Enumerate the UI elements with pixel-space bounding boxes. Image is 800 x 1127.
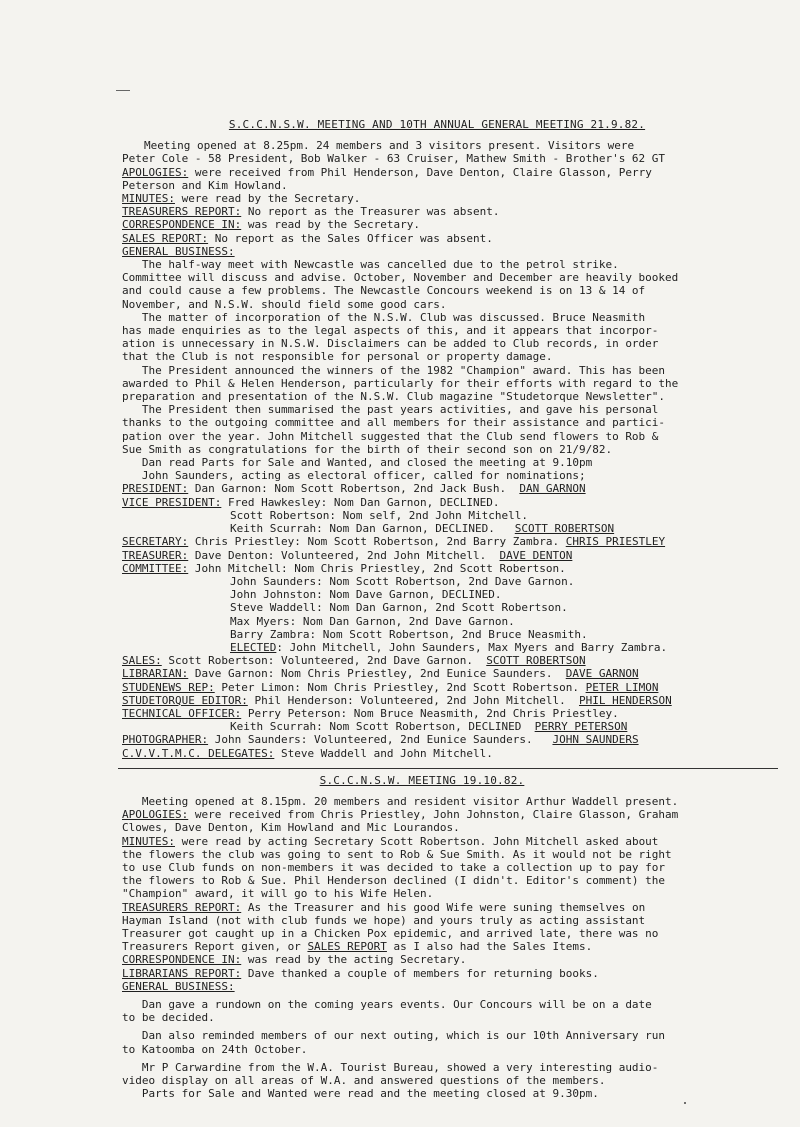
meeting1-heading: S.C.C.N.S.W. MEETING AND 10TH ANNUAL GENERAL MEETING 21.9.82. <box>228 118 646 131</box>
m1-business-line: November, and N.S.W. should field some good cars. <box>122 297 447 311</box>
m1-business-line: pation over the year. John Mitchell suggested that the Club send flowers to Rob & <box>122 429 659 443</box>
m1-business-line: Committee will discuss and advise. October, November and December are heavily booked <box>122 271 679 285</box>
m1-opening-line1: Meeting opened at 8.25pm. 24 members and 3 visitors present. Visitors were <box>144 139 635 153</box>
election-nomination: Steve Waddell: Nom Dan Garnon, 2nd Scott Robertson. <box>230 601 568 615</box>
election-committee: COMMITTEE: John Mitchell: Nom Chris Priestley, 2nd Scott Robertson. <box>122 561 566 575</box>
election-nomination: Barry Zambra: Nom Scott Robertson, 2nd Bruce Neasmith. <box>230 627 588 641</box>
m2-general-business-label: GENERAL BUSINESS: <box>122 979 235 993</box>
election-cvvtmc-delegates: C.V.V.T.M.C. DELEGATES: Steve Waddell and John Mitchell. <box>122 746 493 760</box>
committee-elected: ELECTED: John Mitchell, John Saunders, Max Myers and Barry Zambra. <box>230 640 668 654</box>
m1-business-line: has made enquiries as to the legal aspects of this, and it appears that incorpor- <box>122 324 659 338</box>
m2-treasurers-cont: Hayman Island (not with club funds we hope) and yours truly as acting assistant <box>122 913 646 927</box>
election-secretary: SECRETARY: Chris Priestley: Nom Scott Robertson, 2nd Barry Zambra. CHRIS PRIESTLEY <box>122 535 666 549</box>
m2-business-line: Mr P Carwardine from the W.A. Tourist Bureau, showed a very interesting audio- <box>122 1060 659 1074</box>
m1-business-line: ation is unnecessary in N.S.W. Disclaimers can be added to Club records, in order <box>122 337 659 351</box>
m2-business-line: Parts for Sale and Wanted were read and the meeting closed at 9.30pm. <box>122 1087 599 1101</box>
elected-name: PERRY PETERSON <box>534 720 628 734</box>
m1-apologies: APOLOGIES: were received from Phil Henderson, Dave Denton, Claire Glasson, Perry <box>122 165 652 179</box>
m1-apologies-cont: Peterson and Kim Howland. <box>122 178 288 192</box>
m2-minutes-cont: to use Club funds on non-members it was decided to take a collection up to pay for <box>122 860 666 874</box>
m1-business-line: The President then summarised the past years activities, and gave his personal <box>122 403 659 417</box>
scan-speck <box>684 1102 686 1104</box>
m2-opening: Meeting opened at 8.15pm. 20 members and resident visitor Arthur Waddell present. <box>122 794 679 808</box>
meeting2-heading: S.C.C.N.S.W. MEETING 19.10.82. <box>319 773 525 787</box>
m1-treasurers-report: TREASURERS REPORT: No report as the Treasurer was absent. <box>122 205 500 219</box>
election-treasurer: TREASURER: Dave Denton: Volunteered, 2nd John Mitchell. DAVE DENTON <box>122 548 573 562</box>
elected-name: DAN GARNON <box>519 482 586 496</box>
election-technical-officer: TECHNICAL OFFICER: Perry Peterson: Nom Bruce Neasmith, 2nd Chris Priestley. <box>122 706 619 720</box>
election-librarian: LIBRARIAN: Dave Garnon: Nom Chris Priestley, 2nd Eunice Saunders. DAVE GARNON <box>122 667 639 681</box>
m1-business-line: and could cause a few problems. The Newcastle Concours weekend is on 13 & 14 of <box>122 284 646 298</box>
m2-treasurers-report: TREASURERS REPORT: As the Treasurer and his good Wife were suning themselves on <box>122 900 646 914</box>
m2-business-line: Dan also reminded members of our next outing, which is our 10th Anniversary run <box>122 1029 666 1043</box>
m1-business-line: Dan read Parts for Sale and Wanted, and closed the meeting at 9.10pm <box>122 456 593 470</box>
m1-business-line: John Saunders, acting as electoral officer, called for nominations; <box>122 469 586 483</box>
m2-business-line: video display on all areas of W.A. and answered questions of the members. <box>122 1074 606 1088</box>
m2-treasurers-last: Treasurers Report given, or SALES REPORT as I also had the Sales Items. <box>122 940 593 954</box>
election-nomination: Scott Robertson: Nom self, 2nd John Mitchell. <box>230 508 529 522</box>
m1-business-line: thanks to the outgoing committee and all members for their assistance and partici- <box>122 416 666 430</box>
elected-name: SCOTT ROBERTSON <box>486 654 586 668</box>
m1-minutes: MINUTES: were read by the Secretary. <box>122 192 361 206</box>
elected-name: PHIL HENDERSON <box>578 693 672 707</box>
m2-minutes-cont: the flowers the club was going to sent to Rob & Sue Smith. As it would not be right <box>122 847 672 861</box>
elected-name: CHRIS PRIESTLEY <box>565 535 666 549</box>
election-nomination: Keith Scurrah: Nom Scott Robertson, DECLINED PERRY PETERSON <box>230 720 628 734</box>
m2-treasurers-cont: Treasurer got caught up in a Chicken Pox epidemic, and arrived late, there was no <box>122 926 659 940</box>
elected-name: JOHN SAUNDERS <box>552 733 639 747</box>
elected-name: SCOTT ROBERTSON <box>514 522 615 536</box>
m2-apologies: APOLOGIES: were received from Chris Priestley, John Johnston, Claire Glasson, Graham <box>122 808 679 822</box>
m2-minutes-cont: "Champion" award, it will go to his Wife Helen. <box>122 887 434 901</box>
m1-business-line: that the Club is not responsible for personal or property damage. <box>122 350 553 364</box>
m1-general-business-label: GENERAL BUSINESS: <box>122 244 235 258</box>
m1-business-line: The matter of incorporation of the N.S.W. Club was discussed. Bruce Neasmith <box>122 310 646 324</box>
m2-minutes-cont: the flowers to Rob & Sue. Phil Henderson declined (I didn't. Editor's comment) the <box>122 874 666 888</box>
election-sales: SALES: Scott Robertson: Volunteered, 2nd Dave Garnon. SCOTT ROBERTSON <box>122 654 586 668</box>
election-nomination: Keith Scurrah: Nom Dan Garnon, DECLINED. SCOTT ROBERTSON <box>230 522 615 536</box>
m1-business-line: Sue Smith as congratulations for the birth of their second son on 21/9/82. <box>122 442 613 456</box>
elected-name: PETER LIMON <box>585 680 659 694</box>
m2-business-line: to be decided. <box>122 1011 215 1025</box>
m2-business-line: to Katoomba on 24th October. <box>122 1042 308 1056</box>
m1-sales-report: SALES REPORT: No report as the Sales Officer was absent. <box>122 231 493 245</box>
election-nomination: John Saunders: Nom Scott Robertson, 2nd Dave Garnon. <box>230 574 575 588</box>
m1-correspondence: CORRESPONDENCE IN: was read by the Secretary. <box>122 218 421 232</box>
election-vice-president: VICE PRESIDENT: Fred Hawkesley: Nom Dan Garnon, DECLINED. <box>122 495 500 509</box>
election-photographer: PHOTOGRAPHER: John Saunders: Volunteered, 2nd Eunice Saunders. JOHN SAUNDERS <box>122 733 639 747</box>
section-divider <box>118 768 778 769</box>
m1-business-line: preparation and presentation of the N.S.W. Club magazine "Studetorque Newsletter". <box>122 390 666 404</box>
election-studetorque-editor: STUDETORQUE EDITOR: Phil Henderson: Volunteered, 2nd John Mitchell. PHIL HENDERSON <box>122 693 672 707</box>
m2-correspondence: CORRESPONDENCE IN: was read by the acting Secretary. <box>122 953 467 967</box>
election-nomination: John Johnston: Nom Dave Garnon, DECLINED. <box>230 588 502 602</box>
m2-business-line: Dan gave a rundown on the coming years events. Our Concours will be on a date <box>122 998 652 1011</box>
m1-opening-line2: Peter Cole - 58 President, Bob Walker - 63 Cruiser, Mathew Smith - Brother's 62 GT <box>122 152 666 166</box>
m2-minutes: MINUTES: were read by acting Secretary Scott Robertson. John Mitchell asked about <box>122 834 659 848</box>
m2-librarians-report: LIBRARIANS REPORT: Dave thanked a couple of members for returning books. <box>122 966 599 980</box>
m1-business-line: awarded to Phil & Helen Henderson, particularly for their efforts with regard to the <box>122 376 679 390</box>
scan-mark <box>116 90 130 91</box>
election-nomination: Max Myers: Nom Dan Garnon, 2nd Dave Garnon. <box>230 614 515 628</box>
election-studenews-rep: STUDENEWS REP: Peter Limon: Nom Chris Priestley, 2nd Scott Robertson. PETER LIMON <box>122 680 659 694</box>
elected-name: DAVE GARNON <box>565 667 639 681</box>
elected-name: DAVE DENTON <box>499 548 573 562</box>
m2-apologies-cont: Clowes, Dave Denton, Kim Howland and Mic Lourandos. <box>122 821 460 835</box>
election-president: PRESIDENT: Dan Garnon: Nom Scott Robertson, 2nd Jack Bush. DAN GARNON <box>122 482 586 496</box>
m1-business-line: The President announced the winners of the 1982 "Champion" award. This has been <box>122 363 666 377</box>
m1-business-line: The half-way meet with Newcastle was cancelled due to the petrol strike. <box>122 258 619 272</box>
